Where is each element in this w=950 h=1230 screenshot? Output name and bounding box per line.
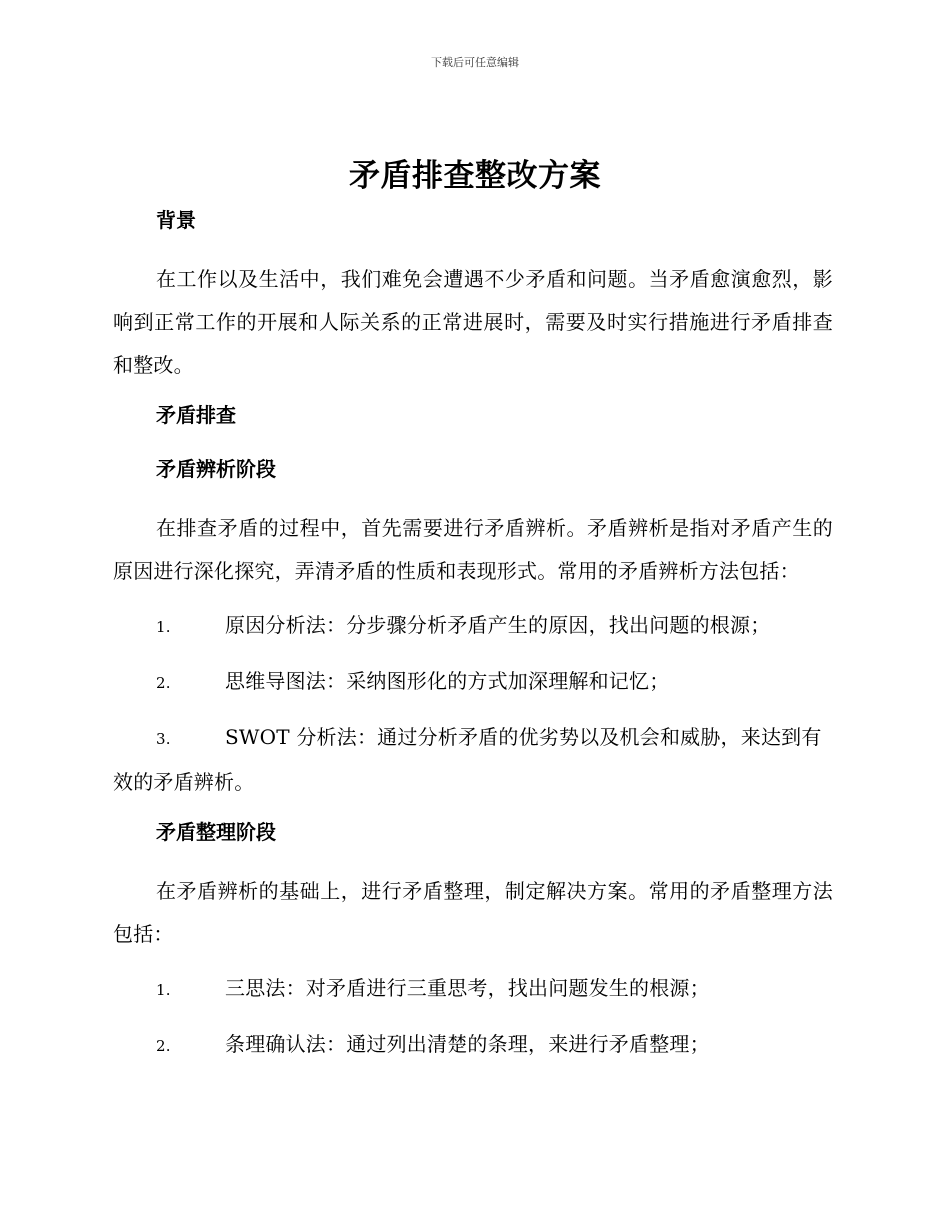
list-text: 原因分析法：分步骤分析矛盾产生的原因，找出问题的根源； <box>225 613 771 637</box>
list-item <box>113 967 833 1012</box>
list-number: 1. <box>156 981 171 999</box>
document-body <box>113 204 833 1079</box>
list-number: 3. <box>156 730 171 748</box>
list-number: 2. <box>156 674 171 692</box>
list-text: 思维导图法：采纳图形化的方式加深理解和记忆； <box>225 669 670 693</box>
list-text: 三思法：对矛盾进行三重思考，找出问题发生的根源； <box>225 976 710 1000</box>
analysis-paragraph: 在排查矛盾的过程中，首先需要进行矛盾辨析。矛盾辨析是指对矛盾产生的原因进行深化探究，弄清矛盾的性质和表现形式。常用的矛盾辨析方法包括： <box>113 516 833 583</box>
document-title: 矛盾排查整改方案 <box>349 158 601 194</box>
header-note: 下载后可任意编辑 <box>431 56 519 69</box>
list-text: SWOT 分析法：通过分析矛盾的优劣势以及机会和威胁，来达到有效的矛盾辨析。 <box>113 725 822 794</box>
list-item <box>113 660 833 705</box>
background-paragraph: 在工作以及生活中，我们难免会遭遇不少矛盾和问题。当矛盾愈演愈烈，影响到正常工作的开展和人际关系的正常进展时，需要及时实行措施进行矛盾排查和整改。 <box>113 267 833 377</box>
section-heading-arrange: 矛盾整理阶段 <box>156 820 276 844</box>
list-number: 2. <box>156 1037 171 1055</box>
list-text: 条理确认法：通过列出清楚的条理，来进行矛盾整理； <box>225 1032 710 1056</box>
section-heading-analysis: 矛盾辨析阶段 <box>156 457 276 481</box>
section-heading-check: 矛盾排查 <box>156 403 236 427</box>
list-item <box>113 1023 833 1068</box>
section-heading-background: 背景 <box>156 208 196 232</box>
list-item <box>113 716 833 804</box>
arrange-paragraph: 在矛盾辨析的基础上，进行矛盾整理，制定解决方案。常用的矛盾整理方法包括： <box>113 879 833 946</box>
list-number: 1. <box>156 618 171 636</box>
list-item <box>113 604 833 649</box>
